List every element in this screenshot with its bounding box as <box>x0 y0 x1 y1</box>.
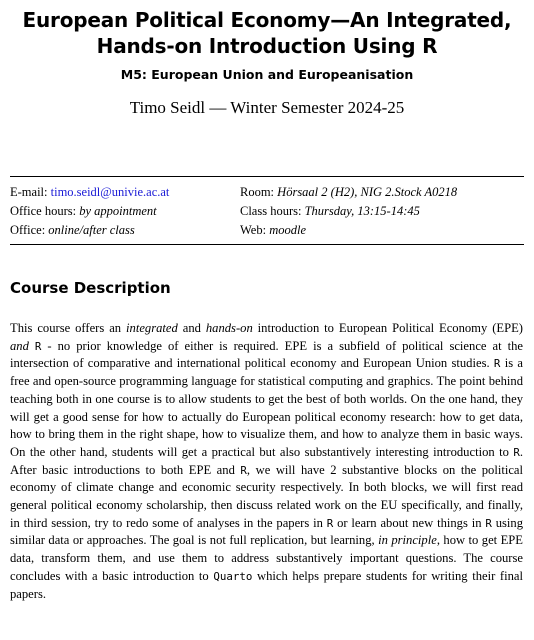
section-title-course-description: Course Description <box>10 279 171 297</box>
room-label: Room: <box>240 185 275 199</box>
title-line-2: Hands-on Introduction Using R <box>96 34 438 58</box>
office-label: Office: <box>10 223 46 237</box>
code-text: R <box>326 516 334 530</box>
text-run: , we will have 2 substantive blocks on the political economy of climate change and economic security respectively. In both blocks, we will first read general political economy scholarship, then discuss related work on the EU specifically, and finally, in third session, try to redo some of analyses in the papers in <box>10 462 523 530</box>
class-hours-row <box>240 202 457 221</box>
code-text: R <box>34 339 42 353</box>
office-hours-label: Office hours: <box>10 204 77 218</box>
course-info-block <box>10 176 524 245</box>
code-text: Quarto <box>213 569 253 583</box>
document-title <box>0 7 534 59</box>
emphasis-text: and <box>10 338 29 353</box>
office-hours-value: by appointment <box>79 204 157 218</box>
emphasis-text: in principle <box>378 533 437 548</box>
text-run: or learn about new things in <box>333 515 486 530</box>
code-text: R <box>493 357 501 371</box>
title-line-1: European Political Economy—An Integrated, <box>22 8 512 32</box>
text-run: . After basic introductions to both EPE and <box>10 444 523 477</box>
room-row <box>240 183 457 202</box>
office-value: online/after class <box>48 223 135 237</box>
module-subtitle: M5: European Union and Europeanisation <box>120 67 414 82</box>
class-hours-value: Thursday, 13:15-14:45 <box>304 204 420 218</box>
email-row <box>10 183 240 202</box>
code-text: R <box>513 445 520 459</box>
text-run: , how to get EPE data, transform them, and use them to address substantively important questions. The course concludes with a basic introduction to <box>10 533 523 583</box>
web-value: moodle <box>269 223 307 237</box>
info-left-column <box>10 183 240 240</box>
author-line: Timo Seidl — Winter Semester 2024-25 <box>129 98 405 117</box>
email-label: E-mail: <box>10 185 48 199</box>
email-link[interactable]: timo.seidl@univie.ac.at <box>50 185 170 199</box>
office-row <box>10 221 240 240</box>
course-description-paragraph <box>10 320 523 603</box>
emphasis-text: hands-on <box>205 321 253 335</box>
text-run: introduction to European Political Economy (EPE) <box>252 321 523 335</box>
web-row <box>240 221 457 240</box>
emphasis-text: integrated <box>126 321 178 335</box>
code-text: R <box>240 463 247 477</box>
room-value: Hörsaal 2 (H2), NIG 2.Stock A0218 <box>277 185 458 199</box>
text-run: This course offers an <box>10 321 127 335</box>
office-hours-row <box>10 202 240 221</box>
info-right-column <box>240 183 457 240</box>
text-run: using similar data or approaches. The goal is not full replication, but learning, <box>10 515 523 548</box>
class-hours-label: Class hours: <box>240 204 302 218</box>
code-text: R <box>485 516 492 530</box>
text-run: is a free and open-source programming language for statistical computing and graphics. The point behind teaching both in one course is to allow students to get the best of both worlds. On the one hand, they will get a good sense for how to actually do European political economy research: how to get data, how to bring them in the right shape, how to visualize them, and how to analyze them in basic ways. On the other hand, students will get a practical but also substantively interesting introduction to <box>10 356 523 459</box>
text-run: - no prior knowledge of either is required. EPE is a subfield of political science at the intersection of comparative and international political economy and European Union studies. <box>10 338 523 371</box>
text-run: which helps prepare students for writing their final papers. <box>10 568 523 601</box>
web-label: Web: <box>240 223 267 237</box>
text-run: and <box>177 321 206 335</box>
